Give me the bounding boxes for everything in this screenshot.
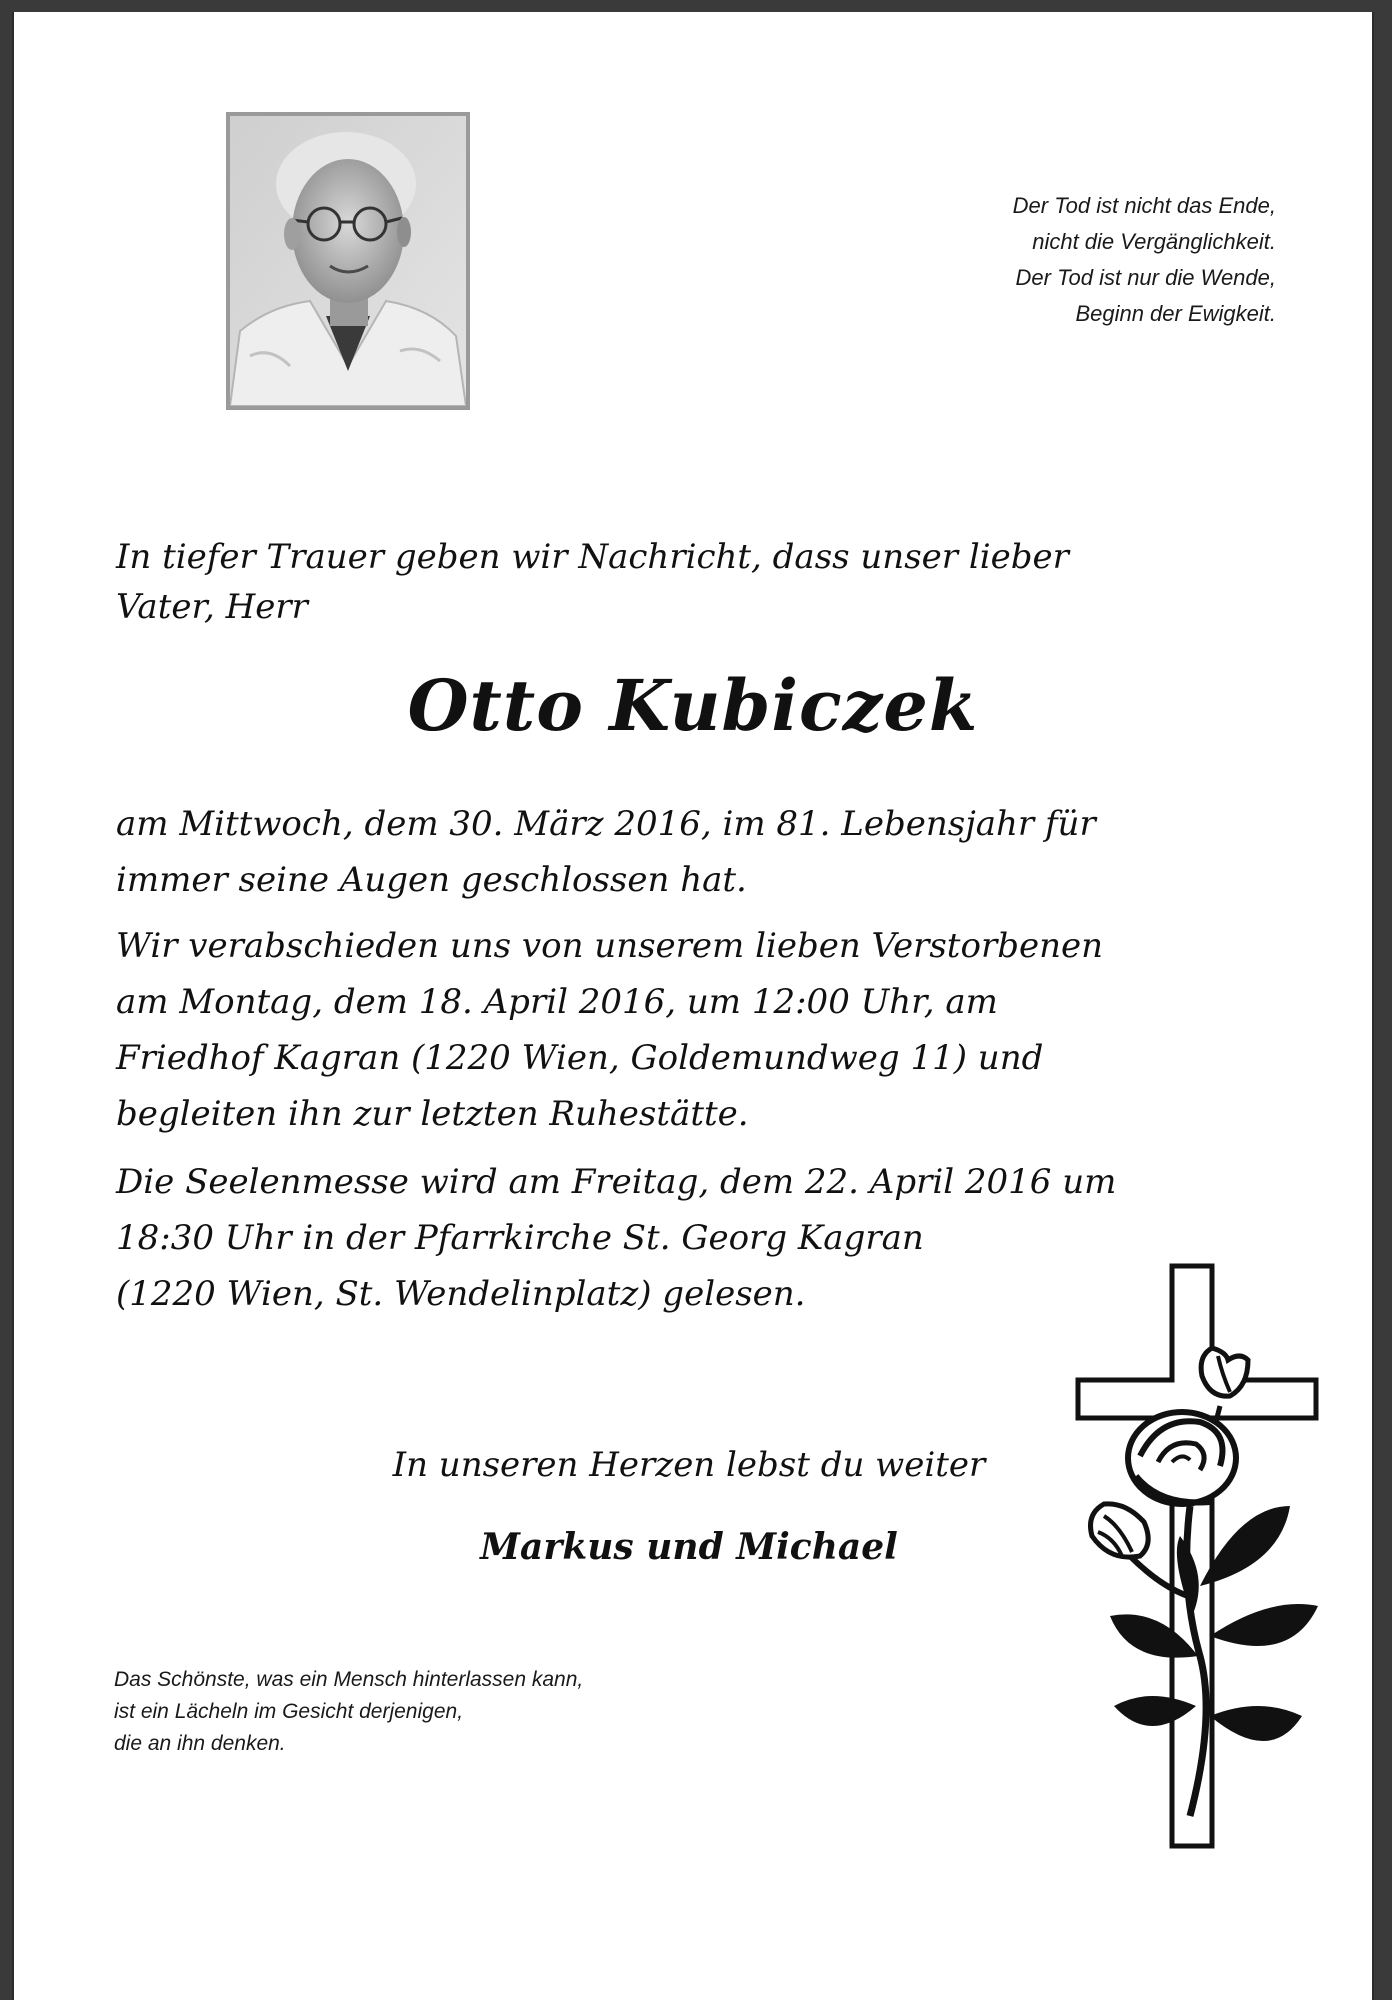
poem-line: Der Tod ist nicht das Ende, — [1012, 193, 1276, 218]
intro-line: In tiefer Trauer geben wir Nachricht, dass unser lieber — [116, 537, 1069, 577]
deceased-name: Otto Kubiczek — [407, 664, 979, 747]
poem-line: nicht die Vergänglichkeit. — [1032, 229, 1276, 254]
quote-line: ist ein Lächeln im Gesicht derjenigen, — [114, 1700, 464, 1723]
poem-line: Beginn der Ewigkeit. — [1075, 301, 1276, 326]
paragraph-line: immer seine Augen geschlossen hat. — [116, 860, 747, 900]
intro-text — [116, 532, 1069, 632]
paragraph-line: Wir verabschieden uns von unserem lieben Verstorbenen — [116, 926, 1103, 966]
quote-line: Das Schönste, was ein Mensch hinterlassen kann, — [114, 1668, 584, 1691]
poem — [1013, 188, 1276, 332]
poem-line: Der Tod ist nur die Wende, — [1015, 265, 1276, 290]
cross-with-roses-icon — [1070, 1256, 1326, 1856]
paragraph-line: begleiten ihn zur letzten Ruhestätte. — [116, 1094, 749, 1134]
portrait-photo — [226, 112, 470, 410]
portrait-image — [230, 116, 466, 406]
paragraph-line: am Mittwoch, dem 30. März 2016, im 81. Lebensjahr für — [116, 804, 1096, 844]
obituary-sheet — [12, 12, 1374, 2000]
death-paragraph — [116, 796, 1286, 908]
paragraph-line: am Montag, dem 18. April 2016, um 12:00 Uhr, am — [116, 982, 998, 1022]
funeral-paragraph — [116, 918, 1286, 1142]
paragraph-line: Friedhof Kagran (1220 Wien, Goldemundweg 11) und — [116, 1038, 1044, 1078]
intro-line: Vater, Herr — [116, 587, 308, 627]
signers: Markus und Michael — [480, 1526, 898, 1568]
farewell-line: In unseren Herzen lebst du weiter — [392, 1445, 986, 1485]
closing-quote — [114, 1664, 583, 1760]
paragraph-line: (1220 Wien, St. Wendelinplatz) gelesen. — [116, 1274, 806, 1314]
quote-line: die an ihn denken. — [114, 1732, 286, 1755]
paragraph-line: Die Seelenmesse wird am Freitag, dem 22. April 2016 um — [116, 1162, 1117, 1202]
paragraph-line: 18:30 Uhr in der Pfarrkirche St. Georg Kagran — [116, 1218, 924, 1258]
